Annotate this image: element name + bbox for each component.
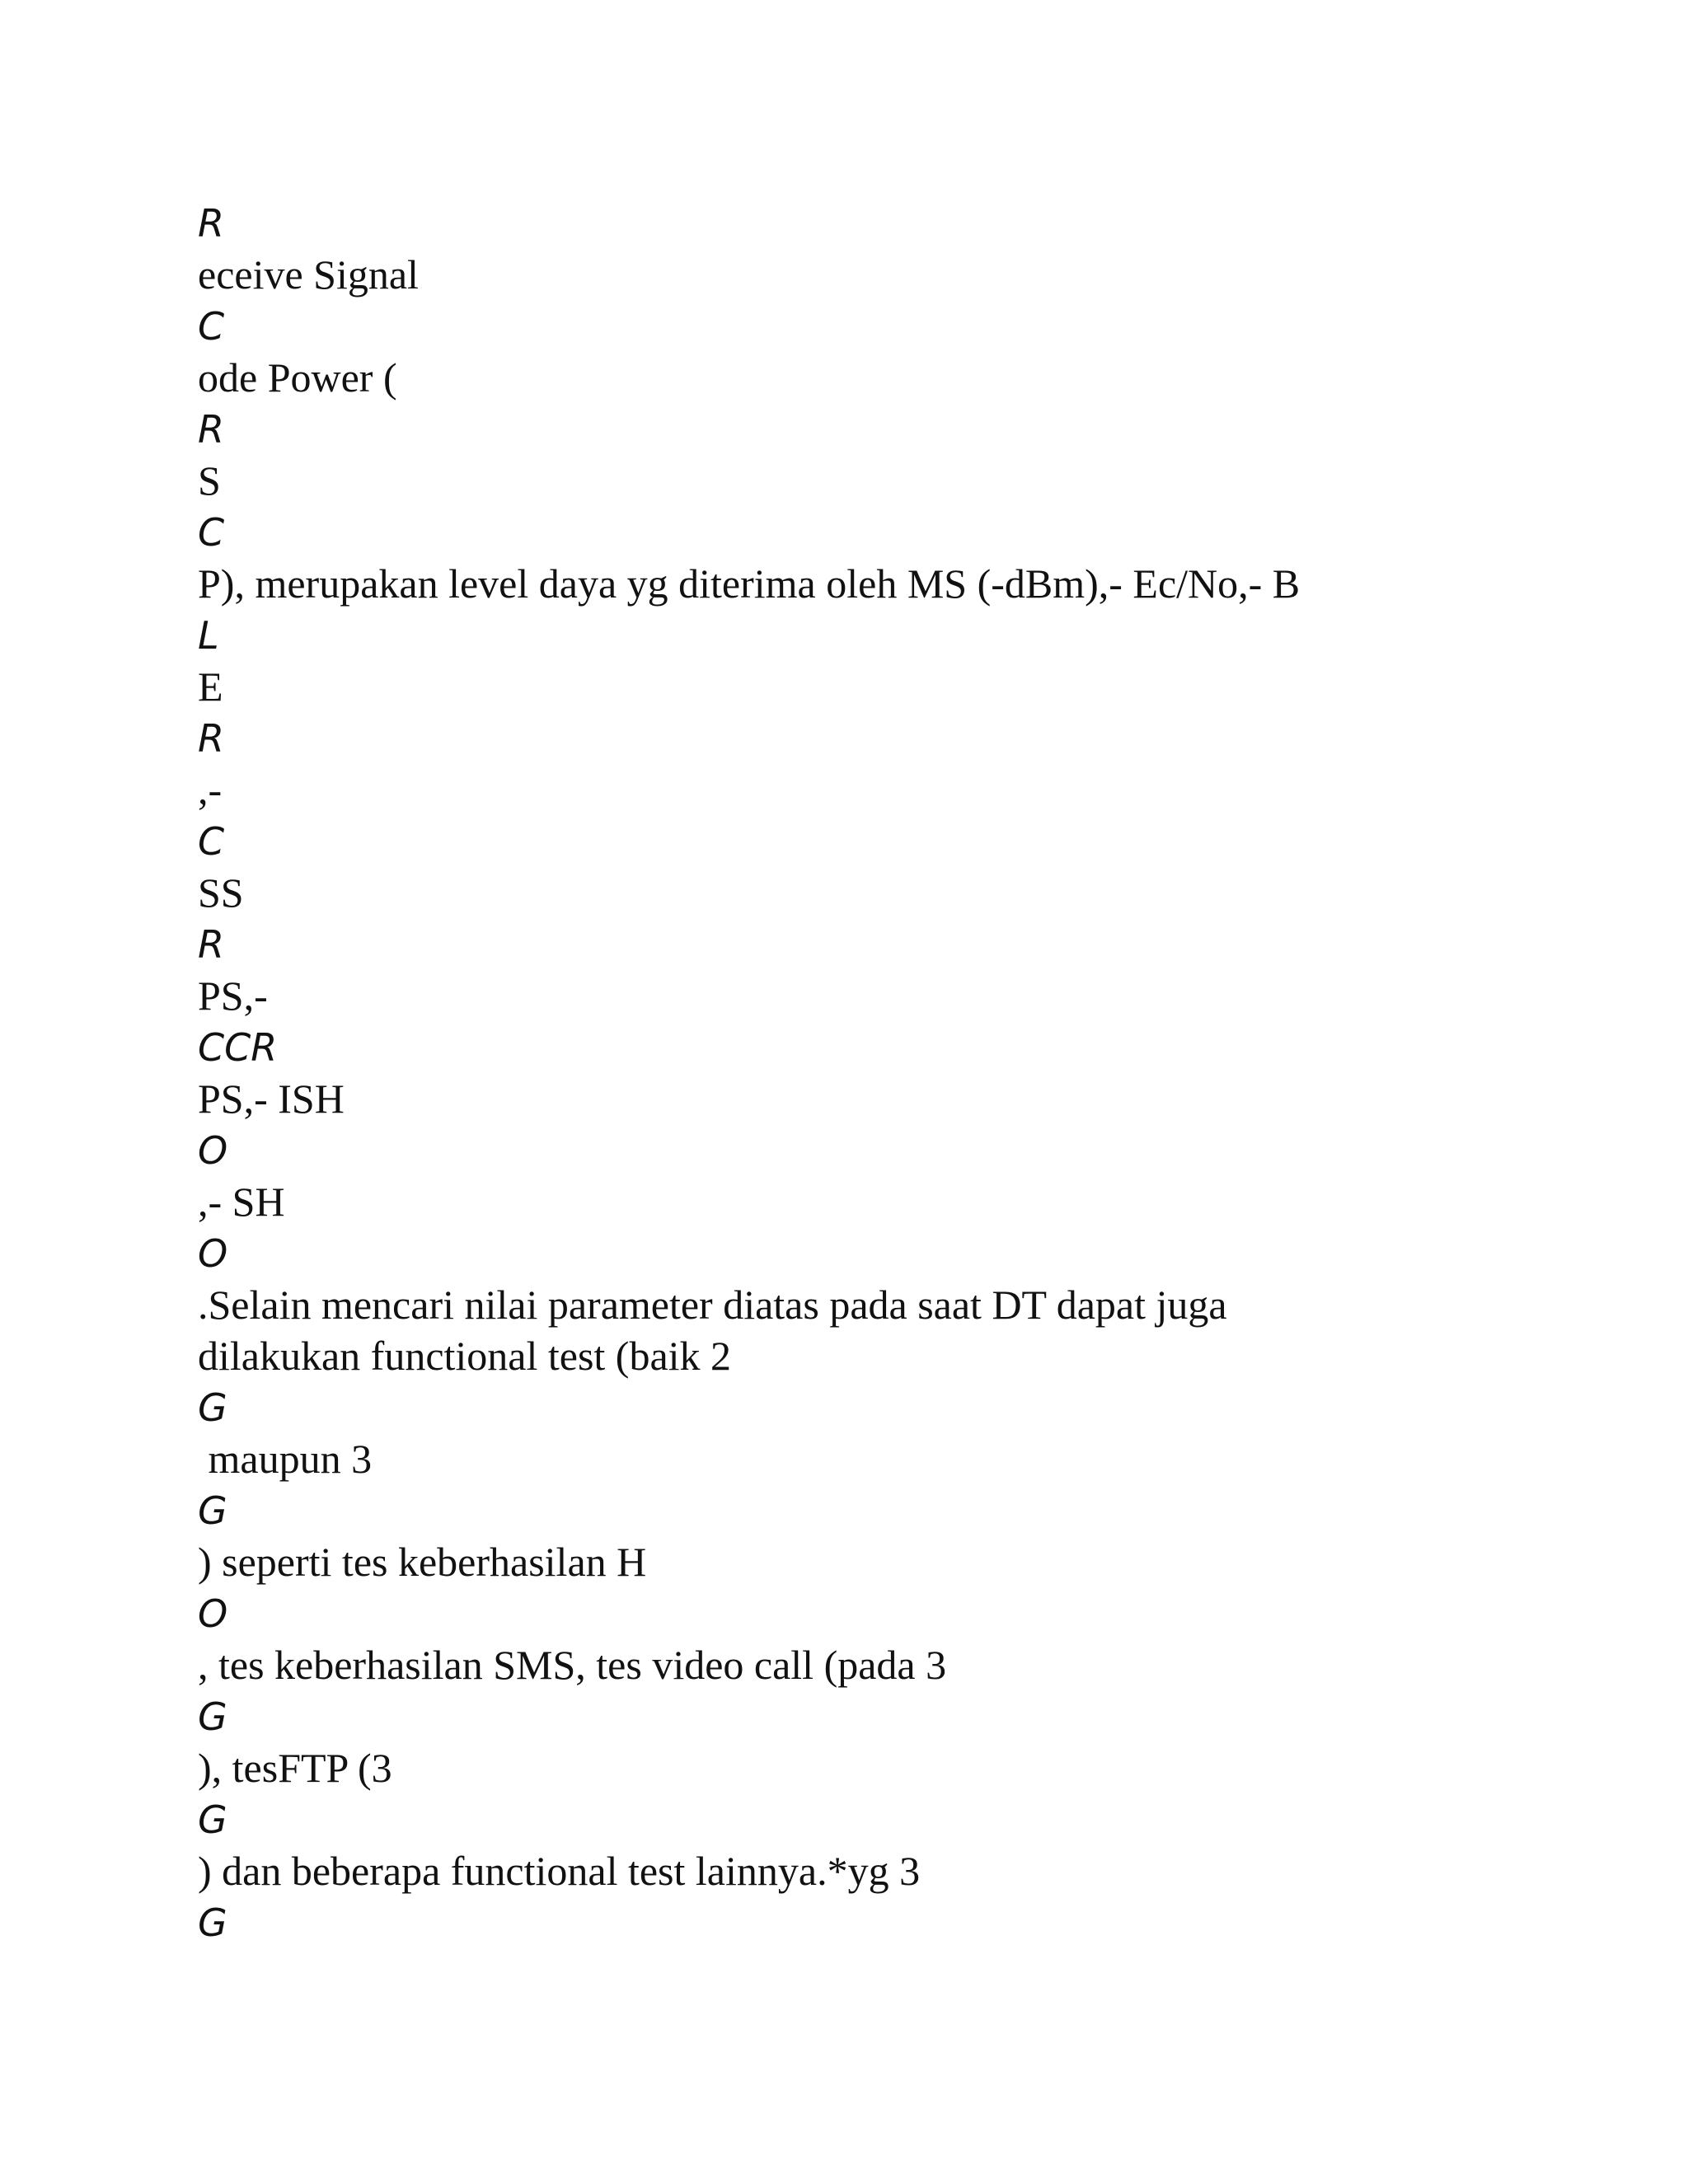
text-line: maupun 3 [198,1436,373,1482]
text-line: ,- [198,766,223,813]
text-line: PS,- ISH [198,1076,345,1122]
text-line: CCR [198,1025,278,1070]
text-line: S [198,457,221,504]
text-line: O [198,1128,228,1173]
text-line: , tes keberhasilan SMS, tes video call (pada 3 [198,1642,947,1688]
text-line: G [198,1694,227,1739]
text-line: P), merupakan level daya yg diterima oleh MS (-dBm),- Ec/No,- B [198,560,1301,607]
text-line: C [198,510,225,555]
text-line: G [198,1385,227,1430]
text-line: G [198,1488,227,1533]
text-line: G [198,1900,227,1945]
text-line: SS [198,869,244,916]
text-line: eceive Signal [198,251,419,298]
text-line: ), tesFTP (3 [198,1745,392,1791]
text-line: O [198,1231,228,1276]
text-line: G [198,1797,227,1842]
text-line: R [198,407,224,452]
text-line: L [198,613,219,658]
text-line: R [198,201,224,246]
text-line: C [198,819,225,864]
text-line: ) dan beberapa functional test lainnya.*yg 3 [198,1848,921,1894]
text-line: C [198,304,225,349]
text-line: ) seperti tes keberhasilan H [198,1539,647,1585]
text-line: R [198,922,224,967]
text-line: O [198,1591,228,1636]
text-line: ode Power ( [198,354,397,401]
text-line: E [198,663,223,710]
text-line: .Selain mencari nilai parameter diatas pada saat DT dapat juga [198,1282,1227,1328]
text-line: R [198,716,224,761]
text-line: ,- SH [198,1179,285,1225]
text-line: dilakukan functional test (baik 2 [198,1333,732,1379]
text-line: PS,- [198,972,268,1019]
